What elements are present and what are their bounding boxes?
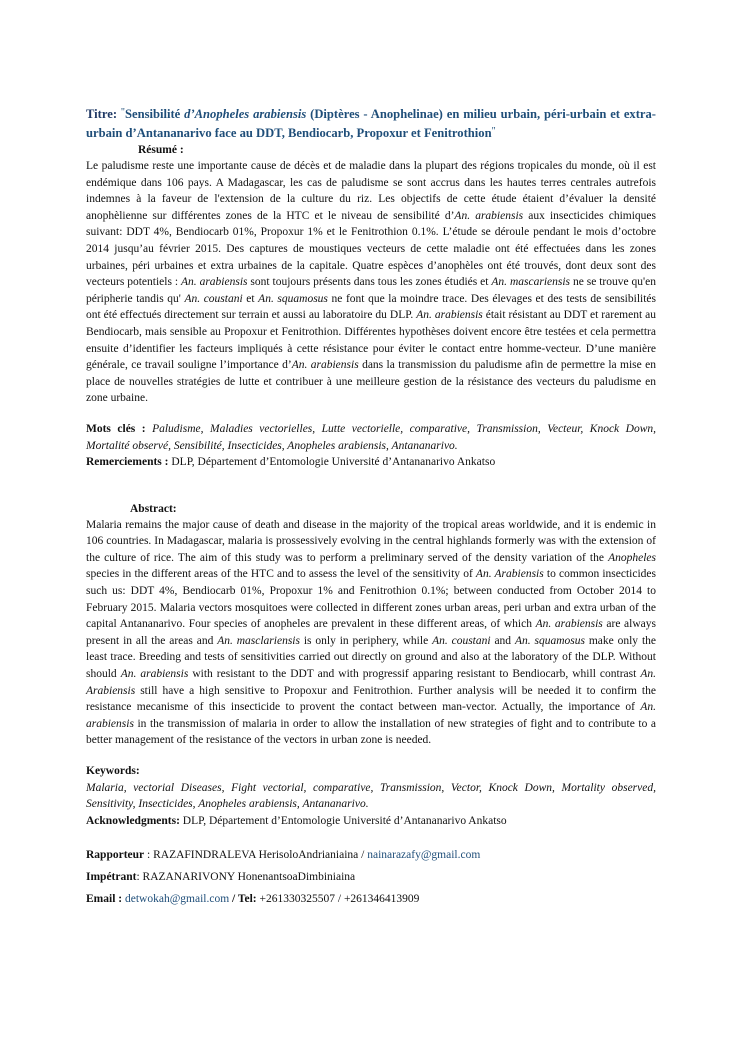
tel-value: +261330325507 / +261346413909 [259, 893, 420, 906]
species-name: An. squamosus [514, 634, 585, 647]
email-line [86, 891, 656, 907]
title-open-quote: " [120, 107, 125, 118]
impetrant-name: : RAZANARIVONY HonenantsoaDimbiniaina [136, 871, 356, 884]
keywords-label: Keywords: [86, 765, 140, 777]
abstract-text: still have a high sensitive to Propoxur and Fenitrothion. Further analysis will be needed it to confirm the resistance mecanisme of this insecticide to provent the contact between man-vector. Actually, the importance of [86, 684, 656, 714]
impetrant-line [86, 869, 656, 885]
rapporteur-sep: : [144, 849, 154, 862]
resume-heading: Résumé : [138, 144, 184, 156]
abstract-text: make only the least trace. Breeding and tests of sensitivities carried out directly on ground and also at the laboratory of the DLP. Without should [86, 634, 656, 681]
email-label: Email : [86, 893, 125, 906]
mots-cles-text: Paludisme, Maladies vectorielles, Lutte vectorielle, comparative, Transmission, Vecteur, Knock Down, Mortalité observé, Sensibilité, Insecticides, Anopheles arabiensis, Antananarivo. [86, 422, 656, 452]
resume-paragraph [86, 158, 656, 407]
rapporteur-name: RAZAFINDRALEVA HerisoloAndrianiaina / [153, 849, 368, 862]
tel-label: / Tel: [229, 893, 260, 906]
keywords-text: Malaria, vectorial Diseases, Fight vectorial, comparative, Transmission, Vector, Knock Down, Mortality observed, Sensitivity, Insecticides, Anopheles arabiensis, Antananarivo. [86, 781, 656, 811]
resume-text: Le paludisme reste une importante cause de décès et de maladie dans la plupart des régions tropicales du monde, où il est endémique dans 106 pays. A Madagascar, les cas de paludisme se sont accrus dans les hautes terres centrales autrefois indemnes à la faveur de l'extension de la culture du riz. Les objectifs de cette étude étaient d’évaluer la densité anophèlienne sur différentes zones de la HTC et le niveau de sensibilité d’ [86, 160, 656, 222]
abstract-text: in the transmission of malaria in order to allow the installation of new strategies of fight and to contribute to a better management of the resistance of the vectors in urban zone is needed. [86, 717, 656, 747]
species-name: An. Arabiensis [475, 568, 544, 581]
species-name: An. masclariensis [217, 634, 300, 647]
abstract-text: with resistant to the DDT and with progressif apparing resistant to Bendiocarb, whill contrast [188, 668, 641, 681]
species-name: An. squamosus [258, 292, 328, 305]
species-name: An. arabiensis [454, 209, 524, 222]
resume-text: ne font que la moindre trace. Des élevages et des tests de sensibilités ont été effectués directement sur terrain et aussi au laboratoire du DLP. [86, 292, 656, 322]
resume-text: était résistant au DDT et rarement au Bendiocarb, mais sensible au Propoxur et Fenitrothion. Différentes hypothèses doivent encore être testées et cela permettra ensuite d’identifier les facteurs impliqués à cette résistance pour éviter le contact entre homme-vecteur. D’une manière générale, ce travail souligne l’importance d’ [86, 309, 656, 372]
abstract-text: species in the different areas of the HTC and to assess the level of the sensitivity of [86, 568, 476, 581]
resume-text: dans la transmission du paludisme afin de permettre la mise en place de nouvelles stratégies de lutte et contribuer à une meilleure gestion de la résistance des vecteurs du paludisme en zone urbaine. [86, 359, 657, 405]
species-name: An. coustani [432, 634, 491, 647]
abstract-heading: Abstract: [130, 502, 177, 515]
species-name: An. arabiensis [416, 309, 483, 322]
rapporteur-label: Rapporteur [86, 849, 145, 862]
species-name: An. arabiensis [181, 276, 248, 289]
species-name: An. arabiensis [291, 359, 359, 372]
rapporteur-email-link[interactable]: nainarazafy@gmail.com [367, 849, 481, 862]
title-label: Titre: [86, 107, 121, 121]
resume-text: et [242, 292, 259, 305]
acknowledgments-text: DLP, Département d’Entomologie Université d’Antananarivo Ankatso [182, 814, 507, 827]
resume-text: ne se trouve qu'en péripherie tandis qu' [86, 276, 656, 305]
abstract-text: to common insecticides such us: DDT 4%, Bendiocarb 01%, Propoxur 1% and Fenitrothion 0.1%; between conducted from October 2014 to February 2015. Malaria vectors mosquitoes were collected in different zones urban areas, peri urban and extra urban of the capital Antananarivo. Four species of anopheles are prevalent in these different areas, of which [86, 568, 657, 631]
species-name: An. coustani [184, 292, 243, 305]
title-close-quote: " [491, 126, 496, 137]
title-text-2: (Diptères - Anophelinae) en milieu urbain, péri-urbain et extra-urbain d’Antananarivo face au DDT, Bendiocarb, Propoxur et Fenitrothion [86, 107, 657, 140]
title-species: d’Anopheles arabiensis [184, 107, 307, 121]
title-text-1: Sensibilité [124, 107, 185, 121]
species-name: An. arabiensis [86, 701, 656, 730]
resume-text: sont toujours présents dans tous les zones étudiés et [247, 276, 492, 289]
species-name: Anopheles [608, 551, 656, 564]
abstract-text: is only in periphery, while [299, 634, 433, 647]
acknowledgments [86, 813, 656, 830]
abstract-paragraph [86, 517, 656, 749]
species-name: An. mascariensis [491, 276, 571, 289]
resume-text: aux insecticides chimiques suivant: DDT 4%, Bendiocarb 01%, Propoxur 1% et le Fenitrothion 0.1%. L’étude se déroule pendant le mois d’octobre 2014 jusqu’au février 2015. Des captures de moustiques vecteurs de cette maladie ont été effectuées dans les zones urbaines, péri urbaines et extra urbaines de la capitale. Quatre espèces d’anophèles ont été trouvés, dont deux sont des vecteurs potentiels : [86, 209, 657, 289]
abstract-text: Malaria remains the major cause of death and disease in the majority of the tropical areas worldwide, and it is endemic in 106 countries. In Madagascar, malaria is prossessively evolving in the central highlands formerly was with the extension of the culture of rice. The aim of this study was to perform a preliminary served of the density variation of the [86, 518, 656, 564]
document-title [86, 104, 656, 142]
abstract-text: are always present in all the areas and [86, 618, 656, 647]
impetrant-label: Impétrant [86, 871, 137, 884]
remerciements [86, 454, 656, 471]
species-name: An. Arabiensis [86, 668, 656, 697]
contact-email-link[interactable]: detwokah@gmail.com [124, 893, 230, 906]
rapporteur-line [86, 847, 656, 863]
species-name: An. arabiensis [535, 618, 603, 631]
mots-cles-label: Mots clés : [86, 422, 153, 435]
remerciements-text: DLP, Département d’Entomologie Université d’Antananarivo Ankatso [171, 456, 496, 469]
species-name: An. arabiensis [120, 668, 189, 681]
document-page [86, 104, 656, 907]
abstract-text: and [490, 634, 515, 647]
mots-cles [86, 421, 656, 454]
acknowledgments-label: Acknowledgments: [86, 814, 183, 827]
keywords [86, 763, 656, 813]
remerciements-label: Remerciements : [86, 456, 172, 469]
